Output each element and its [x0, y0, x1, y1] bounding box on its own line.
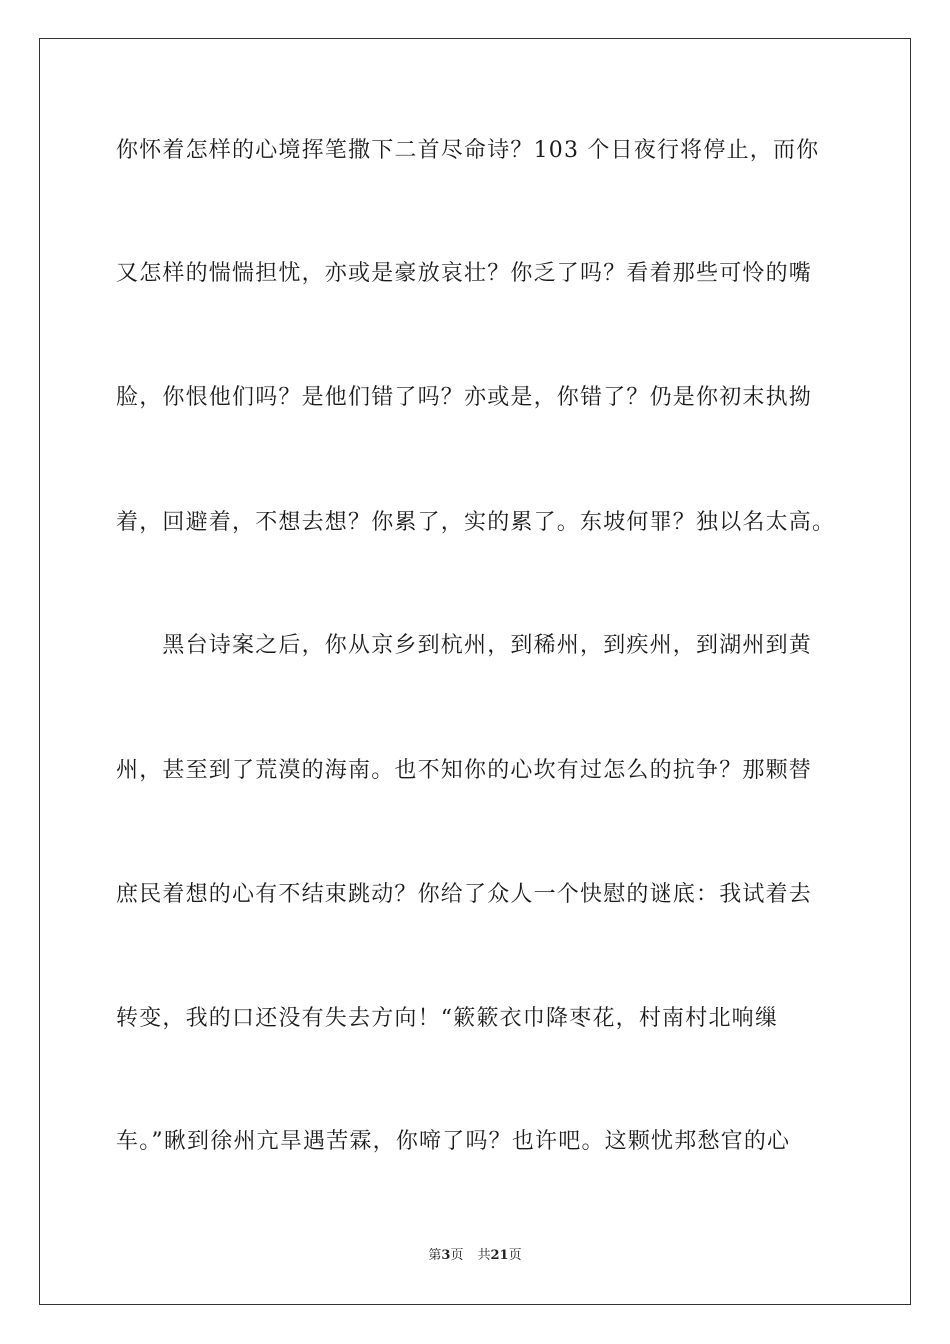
page-suffix: 页	[450, 1248, 464, 1263]
total-suffix: 页	[508, 1248, 522, 1263]
page-footer	[0, 1247, 950, 1265]
page-number: 3	[441, 1248, 451, 1263]
total-prefix: 共	[477, 1248, 491, 1263]
page-prefix: 第	[428, 1248, 442, 1263]
text-line-1: 你怀着怎样的心境挥笔撒下二首尽命诗？103 个日夜行将停止，而你	[116, 138, 820, 163]
text-line-6: 州，甚至到了荒漠的海南。也不知你的心坎有过怎么的抗争？那颗替	[116, 758, 813, 783]
text-line-2: 又怎样的惴惴担忧，亦或是豪放哀壮？你乏了吗？看着那些可怜的嘴	[116, 261, 813, 286]
total-pages: 21	[490, 1248, 509, 1263]
text-line-4: 着，回避着，不想去想？你累了，实的累了。东坡何罪？独以名太高。	[116, 510, 836, 535]
text-line-9: 车。”瞅到徐州亢旱遇苦霖，你啼了吗？也许吧。这颗忧邦愁官的心	[116, 1129, 791, 1154]
text-line-3: 脸，你恨他们吗？是他们错了吗？亦或是，你错了？仍是你初末执拗	[116, 385, 813, 410]
text-line-5: 黑台诗案之后，你从京乡到杭州，到稀州，到疾州，到湖州到黄	[116, 633, 813, 658]
page-border	[39, 38, 911, 1305]
text-line-7: 庶民着想的心有不结束跳动？你给了众人一个快慰的谜底：我试着去	[116, 882, 813, 907]
text-line-8: 转变，我的口还没有失去方向！“簌簌衣巾降枣花，村南村北响缫	[116, 1006, 779, 1031]
